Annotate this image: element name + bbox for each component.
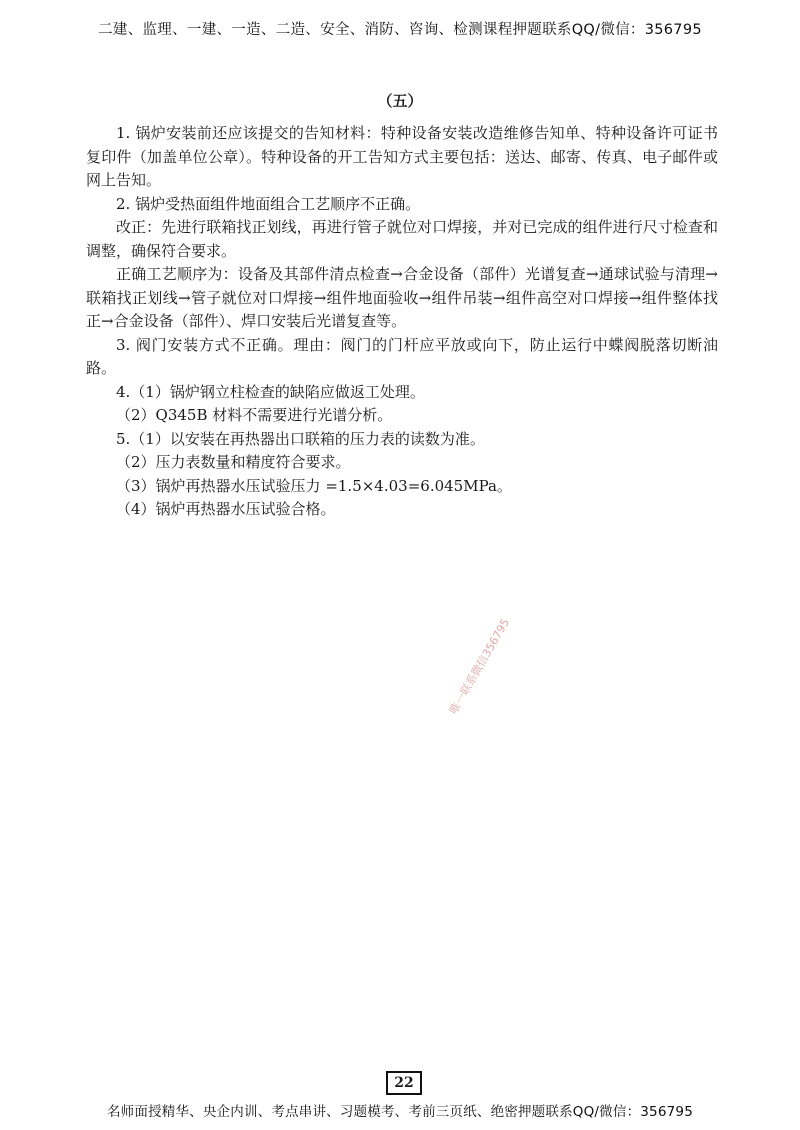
page-number: 22 — [386, 1071, 422, 1095]
paragraph: 4.（1）锅炉钢立柱检查的缺陷应做返工处理。 — [116, 382, 425, 401]
paragraph: 改正：先进行联箱找正划线，再进行管子就位对口焊接，并对已完成的组件进行尺寸检查和调整，确保符合要求。 — [86, 218, 718, 260]
answer-body — [86, 122, 718, 522]
section-title: （五） — [377, 92, 423, 110]
paragraph: （2）压力表数量和精度符合要求。 — [116, 453, 351, 471]
paragraph: 正确工艺顺序为：设备及其部件清点检查→合金设备（部件）光谱复查→通球试验与清理→联箱找正划线→管子就位对口焊接→组件地面验收→组件吊装→组件高空对口焊接→组件整体找正→合金设备（部件）、焊口安装后光谱复查等。 — [86, 265, 718, 330]
watermark: 唯一联系微信356795 — [446, 616, 513, 717]
paragraph: 3. 阀门安装方式不正确。理由：阀门的门杆应平放或向下，防止运行中蝶阀脱落切断油路。 — [86, 335, 718, 377]
paragraph: （3）锅炉再热器水压试验压力 =1.5×4.03=6.045MPa。 — [116, 476, 512, 495]
paragraph: （2）Q345B 材料不需要进行光谱分析。 — [116, 406, 393, 424]
page-footer: 名师面授精华、央企内训、考点串讲、习题模考、考前三页纸、绝密押题联系QQ/微信：356795 — [106, 1104, 694, 1120]
paragraph: 2. 锅炉受热面组件地面组合工艺顺序不正确。 — [116, 194, 421, 213]
page-header: 二建、监理、一建、一造、二造、安全、消防、咨询、检测课程押题联系QQ/微信：356795 — [98, 22, 702, 38]
paragraph: 5.（1）以安装在再热器出口联箱的压力表的读数为准。 — [116, 429, 485, 448]
paragraph: （4）锅炉再热器水压试验合格。 — [116, 500, 336, 518]
paragraph: 1. 锅炉安装前还应该提交的告知材料：特种设备安装改造维修告知单、特种设备许可证书复印件（加盖单位公章）。特种设备的开工告知方式主要包括：送达、邮寄、传真、电子邮件或网上告知。 — [86, 124, 718, 189]
